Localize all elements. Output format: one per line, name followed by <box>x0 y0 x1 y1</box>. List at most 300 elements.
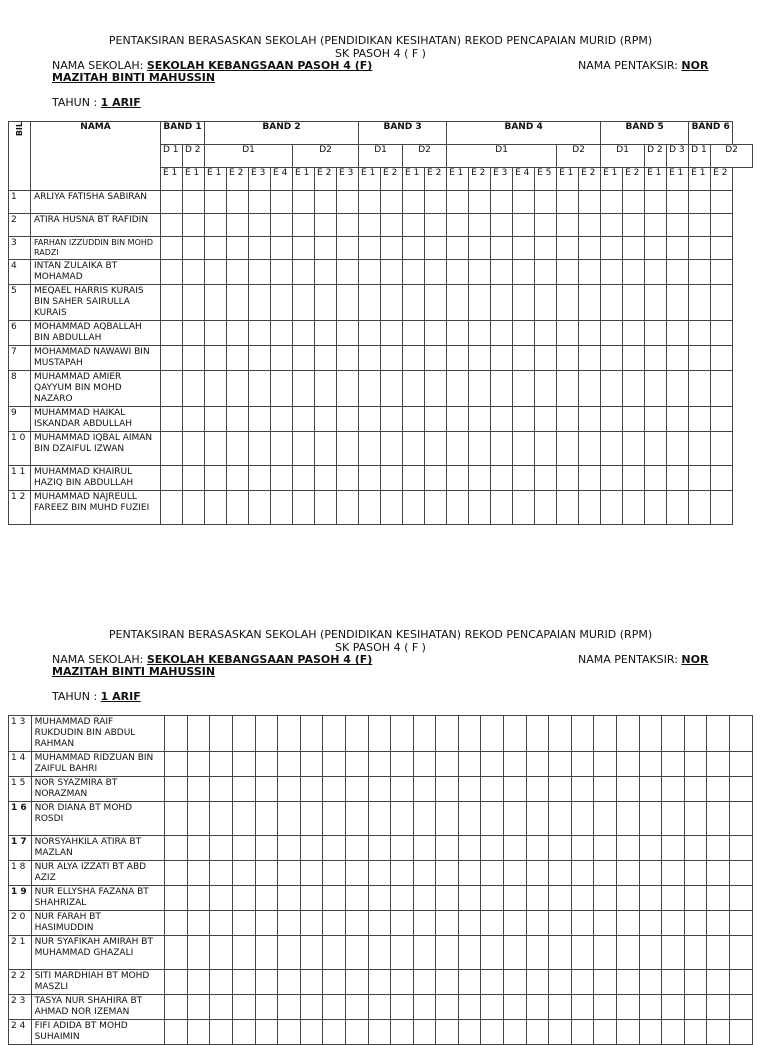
score-cell[interactable] <box>601 432 623 466</box>
score-cell[interactable] <box>662 777 685 802</box>
score-cell[interactable] <box>323 716 346 752</box>
score-cell[interactable] <box>481 886 504 911</box>
score-cell[interactable] <box>513 237 535 260</box>
score-cell[interactable] <box>249 432 271 466</box>
score-cell[interactable] <box>662 970 685 995</box>
score-cell[interactable] <box>368 886 391 911</box>
score-cell[interactable] <box>689 371 711 407</box>
score-cell[interactable] <box>513 407 535 432</box>
score-cell[interactable] <box>504 970 527 995</box>
score-cell[interactable] <box>359 260 381 285</box>
score-cell[interactable] <box>403 432 425 466</box>
score-cell[interactable] <box>579 432 601 466</box>
score-cell[interactable] <box>323 886 346 911</box>
score-cell[interactable] <box>481 1020 504 1045</box>
score-cell[interactable] <box>617 861 640 886</box>
score-cell[interactable] <box>436 995 459 1020</box>
score-cell[interactable] <box>458 716 481 752</box>
score-cell[interactable] <box>391 752 414 777</box>
score-cell[interactable] <box>300 861 323 886</box>
score-cell[interactable] <box>381 432 403 466</box>
score-cell[interactable] <box>623 321 645 346</box>
score-cell[interactable] <box>579 191 601 214</box>
score-cell[interactable] <box>271 432 293 466</box>
score-cell[interactable] <box>617 995 640 1020</box>
score-cell[interactable] <box>549 936 572 970</box>
score-cell[interactable] <box>662 995 685 1020</box>
score-cell[interactable] <box>300 777 323 802</box>
score-cell[interactable] <box>594 777 617 802</box>
score-cell[interactable] <box>469 321 491 346</box>
score-cell[interactable] <box>645 260 667 285</box>
score-cell[interactable] <box>639 911 662 936</box>
score-cell[interactable] <box>447 346 469 371</box>
score-cell[interactable] <box>165 836 188 861</box>
score-cell[interactable] <box>278 1020 301 1045</box>
score-cell[interactable] <box>684 752 707 777</box>
score-cell[interactable] <box>623 191 645 214</box>
score-cell[interactable] <box>491 321 513 346</box>
score-cell[interactable] <box>639 970 662 995</box>
score-cell[interactable] <box>161 237 183 260</box>
score-cell[interactable] <box>315 321 337 346</box>
score-cell[interactable] <box>458 911 481 936</box>
score-cell[interactable] <box>469 407 491 432</box>
score-cell[interactable] <box>232 716 255 752</box>
score-cell[interactable] <box>645 285 667 321</box>
score-cell[interactable] <box>436 886 459 911</box>
score-cell[interactable] <box>689 407 711 432</box>
score-cell[interactable] <box>403 371 425 407</box>
score-cell[interactable] <box>271 237 293 260</box>
score-cell[interactable] <box>315 214 337 237</box>
score-cell[interactable] <box>323 802 346 836</box>
score-cell[interactable] <box>323 1020 346 1045</box>
score-cell[interactable] <box>205 491 227 525</box>
score-cell[interactable] <box>315 466 337 491</box>
score-cell[interactable] <box>684 836 707 861</box>
score-cell[interactable] <box>413 1020 436 1045</box>
score-cell[interactable] <box>403 214 425 237</box>
score-cell[interactable] <box>249 214 271 237</box>
score-cell[interactable] <box>526 836 549 861</box>
score-cell[interactable] <box>359 407 381 432</box>
score-cell[interactable] <box>447 432 469 466</box>
score-cell[interactable] <box>403 191 425 214</box>
score-cell[interactable] <box>707 861 730 886</box>
score-cell[interactable] <box>436 861 459 886</box>
score-cell[interactable] <box>337 191 359 214</box>
score-cell[interactable] <box>391 911 414 936</box>
score-cell[interactable] <box>617 836 640 861</box>
score-cell[interactable] <box>458 936 481 970</box>
score-cell[interactable] <box>183 260 205 285</box>
score-cell[interactable] <box>187 886 210 911</box>
score-cell[interactable] <box>227 466 249 491</box>
score-cell[interactable] <box>689 191 711 214</box>
score-cell[interactable] <box>413 995 436 1020</box>
score-cell[interactable] <box>535 491 557 525</box>
score-cell[interactable] <box>458 886 481 911</box>
score-cell[interactable] <box>436 802 459 836</box>
score-cell[interactable] <box>413 970 436 995</box>
score-cell[interactable] <box>645 237 667 260</box>
score-cell[interactable] <box>187 716 210 752</box>
score-cell[interactable] <box>293 432 315 466</box>
score-cell[interactable] <box>403 466 425 491</box>
score-cell[interactable] <box>249 407 271 432</box>
score-cell[interactable] <box>271 214 293 237</box>
score-cell[interactable] <box>425 237 447 260</box>
score-cell[interactable] <box>571 836 594 861</box>
score-cell[interactable] <box>549 716 572 752</box>
score-cell[interactable] <box>513 466 535 491</box>
score-cell[interactable] <box>689 285 711 321</box>
score-cell[interactable] <box>601 491 623 525</box>
score-cell[interactable] <box>535 321 557 346</box>
score-cell[interactable] <box>165 777 188 802</box>
score-cell[interactable] <box>617 911 640 936</box>
score-cell[interactable] <box>187 970 210 995</box>
score-cell[interactable] <box>617 716 640 752</box>
score-cell[interactable] <box>667 346 689 371</box>
score-cell[interactable] <box>549 911 572 936</box>
score-cell[interactable] <box>645 321 667 346</box>
score-cell[interactable] <box>345 861 368 886</box>
score-cell[interactable] <box>594 861 617 886</box>
score-cell[interactable] <box>469 191 491 214</box>
score-cell[interactable] <box>293 191 315 214</box>
score-cell[interactable] <box>526 802 549 836</box>
score-cell[interactable] <box>447 191 469 214</box>
score-cell[interactable] <box>436 777 459 802</box>
score-cell[interactable] <box>381 214 403 237</box>
score-cell[interactable] <box>205 285 227 321</box>
score-cell[interactable] <box>425 285 447 321</box>
score-cell[interactable] <box>205 237 227 260</box>
score-cell[interactable] <box>711 191 733 214</box>
score-cell[interactable] <box>255 936 278 970</box>
score-cell[interactable] <box>161 491 183 525</box>
score-cell[interactable] <box>227 346 249 371</box>
score-cell[interactable] <box>491 346 513 371</box>
score-cell[interactable] <box>447 491 469 525</box>
score-cell[interactable] <box>491 237 513 260</box>
score-cell[interactable] <box>278 970 301 995</box>
score-cell[interactable] <box>255 995 278 1020</box>
score-cell[interactable] <box>481 995 504 1020</box>
score-cell[interactable] <box>617 970 640 995</box>
score-cell[interactable] <box>368 1020 391 1045</box>
score-cell[interactable] <box>730 861 753 886</box>
score-cell[interactable] <box>315 371 337 407</box>
score-cell[interactable] <box>187 861 210 886</box>
score-cell[interactable] <box>707 716 730 752</box>
score-cell[interactable] <box>300 752 323 777</box>
score-cell[interactable] <box>323 752 346 777</box>
score-cell[interactable] <box>639 936 662 970</box>
score-cell[interactable] <box>458 970 481 995</box>
score-cell[interactable] <box>161 191 183 214</box>
score-cell[interactable] <box>579 214 601 237</box>
score-cell[interactable] <box>557 285 579 321</box>
score-cell[interactable] <box>403 407 425 432</box>
score-cell[interactable] <box>205 260 227 285</box>
score-cell[interactable] <box>345 995 368 1020</box>
score-cell[interactable] <box>667 407 689 432</box>
score-cell[interactable] <box>645 191 667 214</box>
score-cell[interactable] <box>271 285 293 321</box>
score-cell[interactable] <box>684 995 707 1020</box>
score-cell[interactable] <box>359 191 381 214</box>
score-cell[interactable] <box>689 321 711 346</box>
score-cell[interactable] <box>491 432 513 466</box>
score-cell[interactable] <box>255 886 278 911</box>
score-cell[interactable] <box>391 716 414 752</box>
score-cell[interactable] <box>337 466 359 491</box>
score-cell[interactable] <box>639 752 662 777</box>
score-cell[interactable] <box>278 911 301 936</box>
score-cell[interactable] <box>513 346 535 371</box>
score-cell[interactable] <box>639 995 662 1020</box>
score-cell[interactable] <box>526 777 549 802</box>
score-cell[interactable] <box>458 836 481 861</box>
score-cell[interactable] <box>447 237 469 260</box>
score-cell[interactable] <box>601 285 623 321</box>
score-cell[interactable] <box>594 995 617 1020</box>
score-cell[interactable] <box>557 237 579 260</box>
score-cell[interactable] <box>535 237 557 260</box>
score-cell[interactable] <box>345 836 368 861</box>
score-cell[interactable] <box>667 237 689 260</box>
score-cell[interactable] <box>323 995 346 1020</box>
score-cell[interactable] <box>623 466 645 491</box>
score-cell[interactable] <box>337 260 359 285</box>
score-cell[interactable] <box>526 752 549 777</box>
score-cell[interactable] <box>165 911 188 936</box>
score-cell[interactable] <box>403 491 425 525</box>
score-cell[interactable] <box>359 237 381 260</box>
score-cell[interactable] <box>639 777 662 802</box>
score-cell[interactable] <box>513 214 535 237</box>
score-cell[interactable] <box>491 191 513 214</box>
score-cell[interactable] <box>557 407 579 432</box>
score-cell[interactable] <box>730 995 753 1020</box>
score-cell[interactable] <box>662 716 685 752</box>
score-cell[interactable] <box>232 752 255 777</box>
score-cell[interactable] <box>323 911 346 936</box>
score-cell[interactable] <box>481 970 504 995</box>
score-cell[interactable] <box>549 777 572 802</box>
score-cell[interactable] <box>337 407 359 432</box>
score-cell[interactable] <box>711 491 733 525</box>
score-cell[interactable] <box>689 491 711 525</box>
score-cell[interactable] <box>368 970 391 995</box>
score-cell[interactable] <box>513 285 535 321</box>
score-cell[interactable] <box>469 371 491 407</box>
score-cell[interactable] <box>368 836 391 861</box>
score-cell[interactable] <box>413 836 436 861</box>
score-cell[interactable] <box>345 716 368 752</box>
score-cell[interactable] <box>504 777 527 802</box>
score-cell[interactable] <box>711 237 733 260</box>
score-cell[interactable] <box>255 970 278 995</box>
score-cell[interactable] <box>594 716 617 752</box>
score-cell[interactable] <box>623 491 645 525</box>
score-cell[interactable] <box>391 777 414 802</box>
score-cell[interactable] <box>278 777 301 802</box>
score-cell[interactable] <box>571 970 594 995</box>
score-cell[interactable] <box>667 321 689 346</box>
score-cell[interactable] <box>359 346 381 371</box>
score-cell[interactable] <box>165 970 188 995</box>
score-cell[interactable] <box>227 407 249 432</box>
score-cell[interactable] <box>579 346 601 371</box>
score-cell[interactable] <box>337 237 359 260</box>
score-cell[interactable] <box>345 1020 368 1045</box>
score-cell[interactable] <box>623 237 645 260</box>
score-cell[interactable] <box>368 802 391 836</box>
score-cell[interactable] <box>337 214 359 237</box>
score-cell[interactable] <box>315 260 337 285</box>
score-cell[interactable] <box>549 995 572 1020</box>
score-cell[interactable] <box>667 260 689 285</box>
score-cell[interactable] <box>579 237 601 260</box>
score-cell[interactable] <box>161 285 183 321</box>
score-cell[interactable] <box>300 936 323 970</box>
score-cell[interactable] <box>249 191 271 214</box>
score-cell[interactable] <box>210 716 233 752</box>
score-cell[interactable] <box>232 970 255 995</box>
score-cell[interactable] <box>549 802 572 836</box>
score-cell[interactable] <box>359 214 381 237</box>
score-cell[interactable] <box>300 886 323 911</box>
score-cell[interactable] <box>187 936 210 970</box>
score-cell[interactable] <box>447 321 469 346</box>
score-cell[interactable] <box>425 214 447 237</box>
score-cell[interactable] <box>557 260 579 285</box>
score-cell[interactable] <box>594 752 617 777</box>
score-cell[interactable] <box>187 1020 210 1045</box>
score-cell[interactable] <box>337 432 359 466</box>
score-cell[interactable] <box>255 752 278 777</box>
score-cell[interactable] <box>278 752 301 777</box>
score-cell[interactable] <box>639 1020 662 1045</box>
score-cell[interactable] <box>425 346 447 371</box>
score-cell[interactable] <box>187 995 210 1020</box>
score-cell[interactable] <box>391 1020 414 1045</box>
score-cell[interactable] <box>730 970 753 995</box>
score-cell[interactable] <box>205 432 227 466</box>
score-cell[interactable] <box>232 936 255 970</box>
score-cell[interactable] <box>481 752 504 777</box>
score-cell[interactable] <box>571 777 594 802</box>
score-cell[interactable] <box>293 321 315 346</box>
score-cell[interactable] <box>491 260 513 285</box>
score-cell[interactable] <box>447 260 469 285</box>
score-cell[interactable] <box>293 214 315 237</box>
score-cell[interactable] <box>183 371 205 407</box>
score-cell[interactable] <box>447 466 469 491</box>
score-cell[interactable] <box>535 346 557 371</box>
score-cell[interactable] <box>293 371 315 407</box>
score-cell[interactable] <box>707 936 730 970</box>
score-cell[interactable] <box>571 861 594 886</box>
score-cell[interactable] <box>368 752 391 777</box>
score-cell[interactable] <box>227 191 249 214</box>
score-cell[interactable] <box>458 861 481 886</box>
score-cell[interactable] <box>210 752 233 777</box>
score-cell[interactable] <box>210 777 233 802</box>
score-cell[interactable] <box>711 321 733 346</box>
score-cell[interactable] <box>711 346 733 371</box>
score-cell[interactable] <box>662 911 685 936</box>
score-cell[interactable] <box>601 407 623 432</box>
score-cell[interactable] <box>210 970 233 995</box>
score-cell[interactable] <box>645 491 667 525</box>
score-cell[interactable] <box>227 371 249 407</box>
score-cell[interactable] <box>232 861 255 886</box>
score-cell[interactable] <box>707 1020 730 1045</box>
score-cell[interactable] <box>345 886 368 911</box>
score-cell[interactable] <box>425 260 447 285</box>
score-cell[interactable] <box>662 836 685 861</box>
score-cell[interactable] <box>730 886 753 911</box>
score-cell[interactable] <box>458 777 481 802</box>
score-cell[interactable] <box>278 936 301 970</box>
score-cell[interactable] <box>391 802 414 836</box>
score-cell[interactable] <box>255 716 278 752</box>
score-cell[interactable] <box>526 886 549 911</box>
score-cell[interactable] <box>368 861 391 886</box>
score-cell[interactable] <box>227 285 249 321</box>
score-cell[interactable] <box>161 466 183 491</box>
score-cell[interactable] <box>227 432 249 466</box>
score-cell[interactable] <box>711 371 733 407</box>
score-cell[interactable] <box>707 886 730 911</box>
score-cell[interactable] <box>183 321 205 346</box>
score-cell[interactable] <box>315 491 337 525</box>
score-cell[interactable] <box>667 285 689 321</box>
score-cell[interactable] <box>391 970 414 995</box>
score-cell[interactable] <box>711 466 733 491</box>
score-cell[interactable] <box>391 995 414 1020</box>
score-cell[interactable] <box>323 777 346 802</box>
score-cell[interactable] <box>623 214 645 237</box>
score-cell[interactable] <box>594 936 617 970</box>
score-cell[interactable] <box>526 1020 549 1045</box>
score-cell[interactable] <box>549 836 572 861</box>
score-cell[interactable] <box>601 237 623 260</box>
score-cell[interactable] <box>711 407 733 432</box>
score-cell[interactable] <box>447 285 469 321</box>
score-cell[interactable] <box>278 802 301 836</box>
score-cell[interactable] <box>368 911 391 936</box>
score-cell[interactable] <box>711 285 733 321</box>
score-cell[interactable] <box>730 911 753 936</box>
score-cell[interactable] <box>271 321 293 346</box>
score-cell[interactable] <box>249 237 271 260</box>
score-cell[interactable] <box>368 777 391 802</box>
score-cell[interactable] <box>594 802 617 836</box>
score-cell[interactable] <box>403 285 425 321</box>
score-cell[interactable] <box>413 861 436 886</box>
score-cell[interactable] <box>300 802 323 836</box>
score-cell[interactable] <box>617 886 640 911</box>
score-cell[interactable] <box>557 214 579 237</box>
score-cell[interactable] <box>345 777 368 802</box>
score-cell[interactable] <box>425 466 447 491</box>
